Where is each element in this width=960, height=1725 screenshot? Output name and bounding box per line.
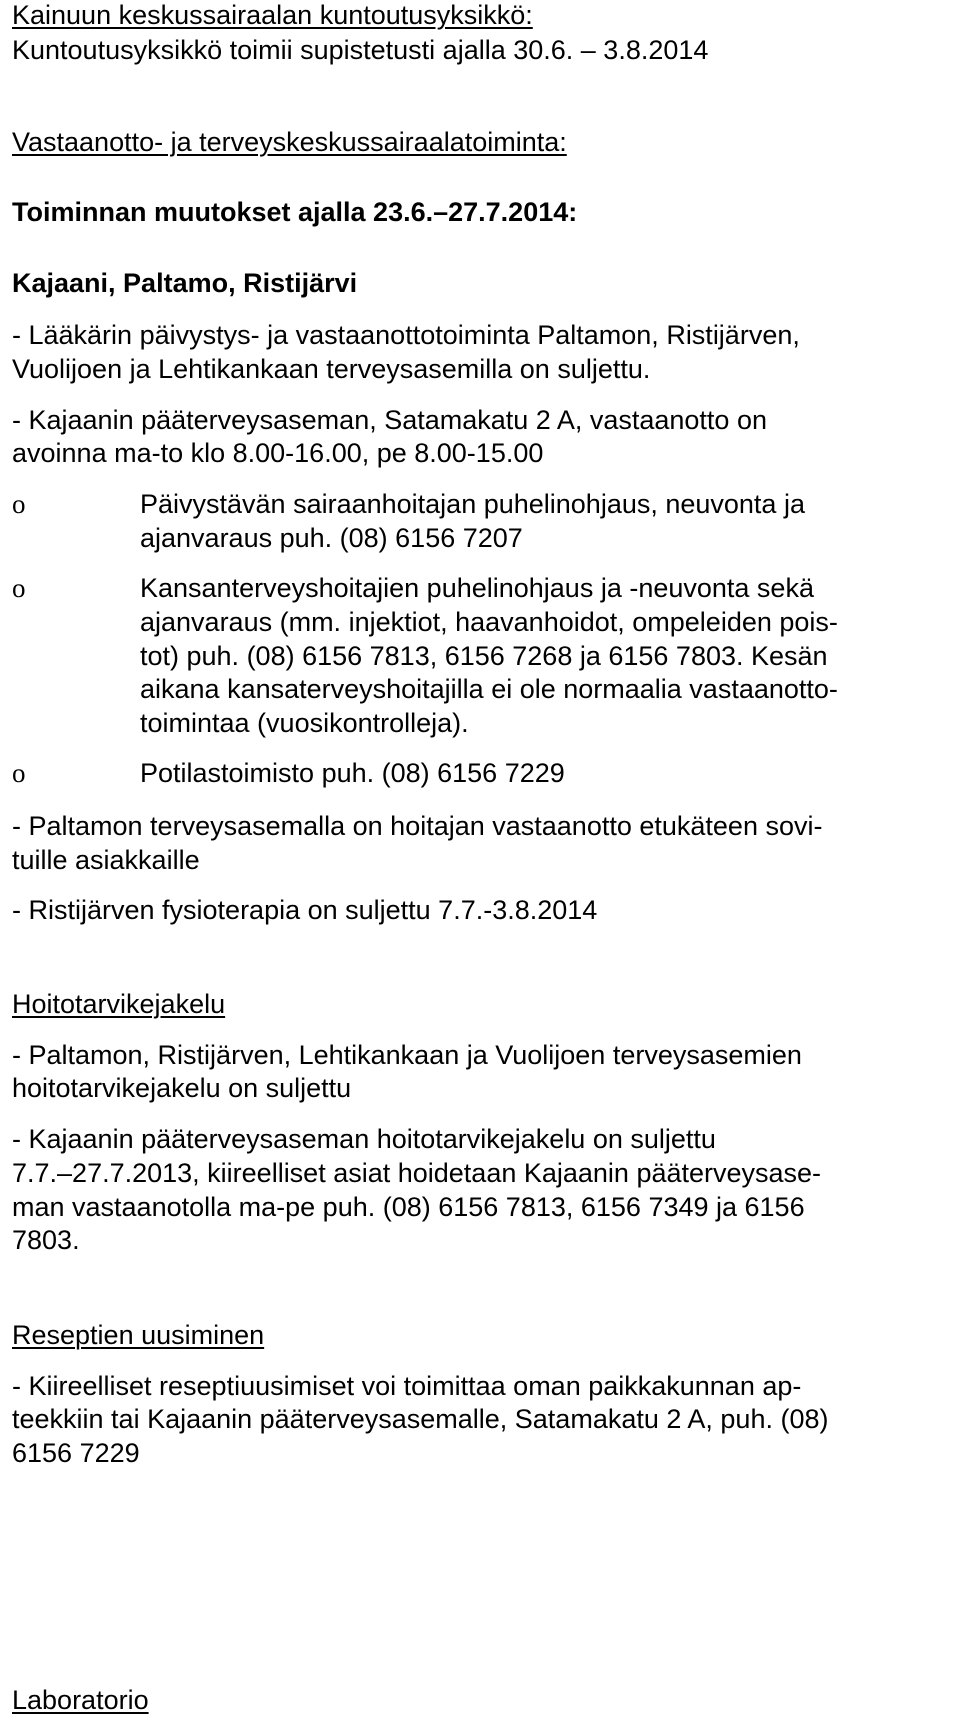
paragraph-line: man vastaanotolla ma-pe puh. (08) 6156 7813, 6156 7349 ja 6156 bbox=[12, 1192, 805, 1222]
paragraph-line: tuille asiakkaille bbox=[12, 845, 200, 875]
paragraph-line: 7803. bbox=[12, 1225, 80, 1255]
changes-heading: Toiminnan muutokset ajalla 23.6.–27.7.2014: bbox=[12, 197, 578, 227]
paragraph-line: - Kajaanin pääterveysaseman, Satamakatu 2 A, vastaanotto on bbox=[12, 405, 767, 435]
bullet-line: aikana kansaterveyshoitajilla ei ole normaalia vastaanotto- bbox=[140, 674, 838, 704]
bullet-line: Kansanterveyshoitajien puhelinohjaus ja -neuvonta sekä bbox=[140, 573, 814, 603]
paragraph-line: - Paltamon, Ristijärven, Lehtikankaan ja Vuolijoen terveysasemien bbox=[12, 1040, 802, 1070]
bullet-marker: o bbox=[12, 489, 26, 519]
paragraph-line: hoitotarvikejakelu on suljettu bbox=[12, 1073, 352, 1103]
bullet-line: tot) puh. (08) 6156 7813, 6156 7268 ja 6156 7803. Kesän bbox=[140, 641, 828, 671]
reception-heading: Vastaanotto- ja terveyskeskussairaalatoiminta: bbox=[12, 127, 567, 157]
paragraph-line: - Lääkärin päivystys- ja vastaanottotoiminta Paltamon, Ristijärven, bbox=[12, 320, 800, 350]
places-heading: Kajaani, Paltamo, Ristijärvi bbox=[12, 268, 358, 298]
bullet-line: Päivystävän sairaanhoitajan puhelinohjaus, neuvonta ja bbox=[140, 489, 805, 519]
paragraph-line: Vuolijoen ja Lehtikankaan terveysasemilla on suljettu. bbox=[12, 354, 651, 384]
bullet-line: ajanvaraus puh. (08) 6156 7207 bbox=[140, 523, 523, 553]
laboratory-heading: Laboratorio bbox=[12, 1685, 149, 1715]
supplies-heading: Hoitotarvikejakelu bbox=[12, 989, 226, 1019]
bullet-line: Potilastoimisto puh. (08) 6156 7229 bbox=[140, 758, 565, 788]
bullet-line: toimintaa (vuosikontrolleja). bbox=[140, 708, 469, 738]
paragraph-line: - Kajaanin pääterveysaseman hoitotarvikejakelu on suljettu bbox=[12, 1124, 716, 1154]
paragraph-line: avoinna ma-to klo 8.00-16.00, pe 8.00-15.00 bbox=[12, 438, 544, 468]
bullet-marker: o bbox=[12, 758, 26, 788]
paragraph-line: - Paltamon terveysasemalla on hoitajan vastaanotto etukäteen sovi- bbox=[12, 811, 823, 841]
unit-schedule-text: Kuntoutusyksikkö toimii supistetusti ajalla 30.6. – 3.8.2014 bbox=[12, 35, 709, 65]
paragraph-line: teekkiin tai Kajaanin pääterveysasemalle, Satamakatu 2 A, puh. (08) bbox=[12, 1404, 829, 1434]
bullet-line: ajanvaraus (mm. injektiot, haavanhoidot, ompeleiden pois- bbox=[140, 607, 838, 637]
bullet-marker: o bbox=[12, 573, 26, 603]
prescriptions-heading: Reseptien uusiminen bbox=[12, 1320, 265, 1350]
paragraph-line: - Kiireelliset reseptiuusimiset voi toimittaa oman paikkakunnan ap- bbox=[12, 1371, 802, 1401]
unit-heading: Kainuun keskussairaalan kuntoutusyksikkö: bbox=[12, 0, 533, 30]
paragraph-line: 6156 7229 bbox=[12, 1438, 140, 1468]
paragraph-line: 7.7.–27.7.2013, kiireelliset asiat hoidetaan Kajaanin pääterveysase- bbox=[12, 1158, 822, 1188]
paragraph-line: - Ristijärven fysioterapia on suljettu 7.7.-3.8.2014 bbox=[12, 895, 598, 925]
